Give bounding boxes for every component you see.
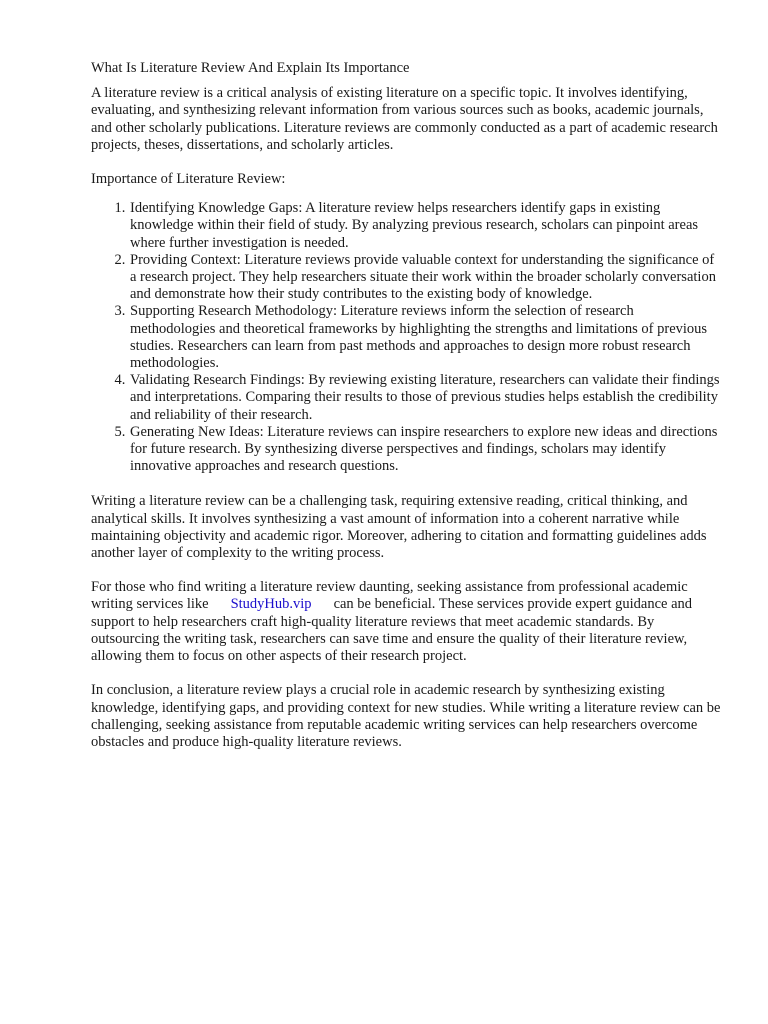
importance-list [91, 200, 721, 475]
challenge-paragraph: Writing a literature review can be a challenging task, requiring extensive reading, critical thinking, and analytical skills. It involves synthesizing a vast amount of information into a coherent narrative while maintaining objectivity and academic rigor. Moreover, adhering to citation and formatting guidelines adds another layer of complexity to the writing process. [91, 493, 707, 562]
conclusion-paragraph: In conclusion, a literature review plays a crucial role in academic research by synthesizing existing knowledge, identifying gaps, and providing context for new studies. While writing a literature review can be challenging, seeking assistance from reputable academic writing services can help researchers overcome obstacles and produce high-quality literature reviews. [91, 682, 721, 750]
services-text-before: For those who find writing a literature review daunting, seeking assistance from professional academic writing services like [91, 579, 688, 613]
list-item: 2. Providing Context: Literature reviews provide valuable context for understanding the significance of a research project. They help researchers situate their work within the broader scholarly conversation and demonstrate how their study contributes to the existing body of knowledge. [129, 252, 721, 304]
document-page [91, 60, 721, 768]
list-item: 1. Identifying Knowledge Gaps: A literature review helps researchers identify gaps in existing knowledge within their field of study. By analyzing previous research, scholars can pinpoint areas where further investigation is needed. [129, 200, 721, 252]
services-text-after: can be beneficial. These services provide expert guidance and support to help researchers craft high-quality literature reviews that meet academic standards. By outsourcing the writing task, researchers can save time and ensure the quality of their literature review, allowing them to focus on other aspects of their research project. [91, 596, 693, 665]
list-item: 3. Supporting Research Methodology: Literature reviews inform the selection of research methodologies and theoretical frameworks by highlighting the strengths and limitations of previous studies. Researchers can learn from past methods and approaches to design more robust research methodologies. [129, 303, 721, 372]
importance-heading: Importance of Literature Review: [91, 171, 286, 188]
list-item: 5. Generating New Ideas: Literature reviews can inspire researchers to explore new ideas and directions for future research. By synthesizing diverse perspectives and findings, scholars may identify innovative approaches and research questions. [129, 424, 721, 476]
list-item: 4. Validating Research Findings: By reviewing existing literature, researchers can validate their findings and interpretations. Comparing their results to those of previous studies helps establish the credibility and reliability of their research. [129, 372, 721, 424]
services-paragraph [91, 579, 721, 665]
studyhub-link[interactable]: StudyHub.vip [230, 596, 312, 613]
document-title: What Is Literature Review And Explain Its Importance [91, 60, 410, 76]
intro-paragraph: A literature review is a critical analysis of existing literature on a specific topic. It involves identifying, evaluating, and synthesizing relevant information from various sources such as books, academic journals, and other scholarly publications. Literature reviews are commonly conducted as a part of academic research projects, theses, dissertations, and scholarly articles. [91, 85, 718, 153]
